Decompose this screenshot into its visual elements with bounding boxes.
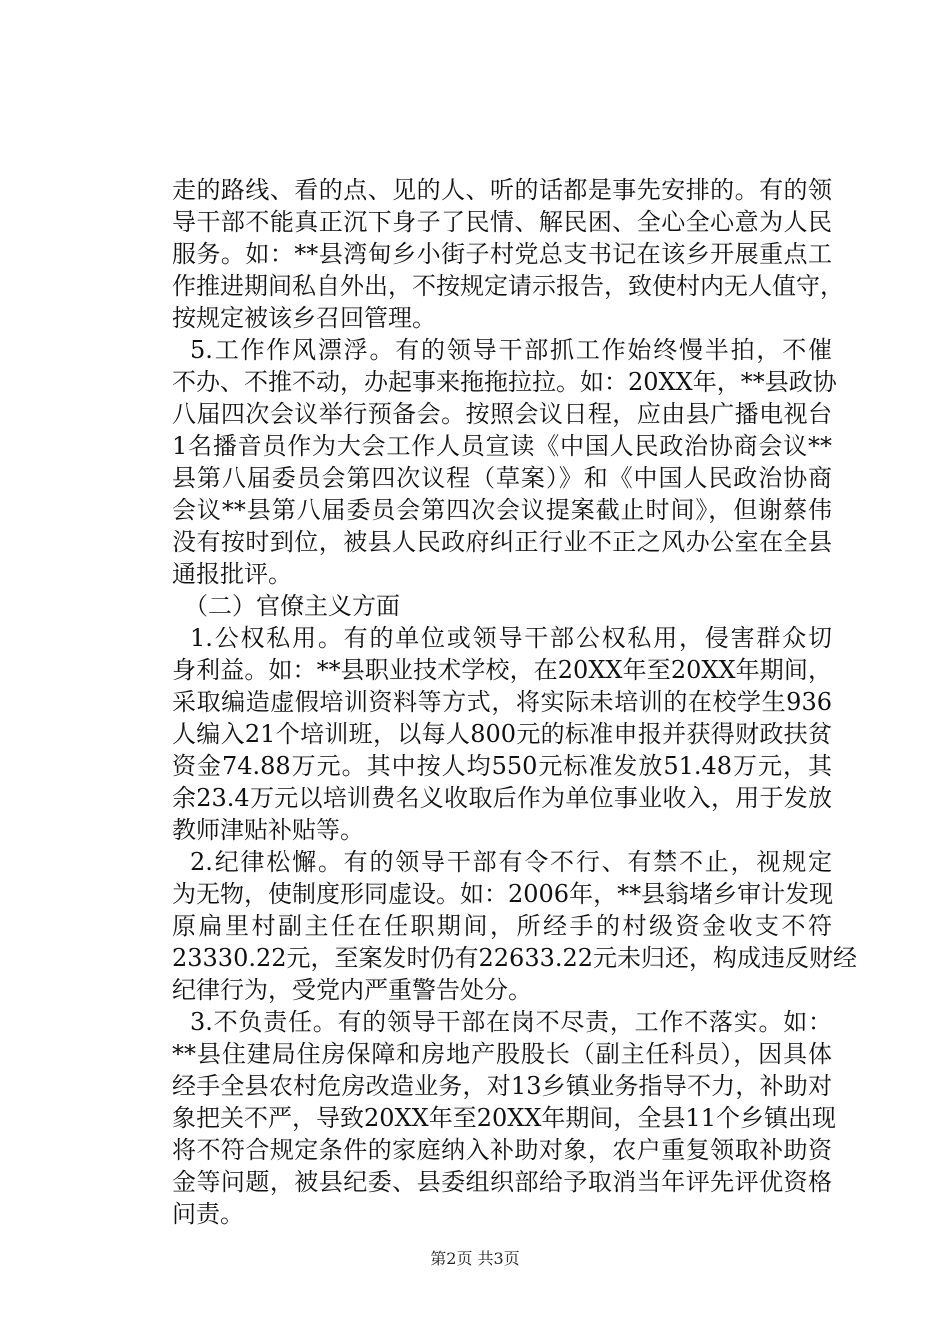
- text-line: 通报批评。: [172, 560, 292, 588]
- text-line: 不办、不推不动，办起事来拖拖拉拉。如：20XX年，**县政协: [172, 368, 837, 396]
- text-line: 为无物，使制度形同虚设。如：2006年，**县翁堵乡审计发现: [172, 880, 834, 908]
- text-line: 资金74.88万元。其中按人均550元标准发放51.48万元，其: [172, 752, 832, 780]
- text-line: 余23.4万元以培训费名义收取后作为单位事业收入，用于发放: [172, 784, 832, 812]
- text-line: 象把关不严，导致20XX年至20XX年期间，全县11个乡镇出现: [172, 1104, 836, 1132]
- text-line: 作推进期间私自外出，不按规定请示报告，致使村内无人值守，: [172, 272, 844, 300]
- text-line: 金等问题，被县纪委、县委组织部给予取消当年评先评优资格: [172, 1168, 832, 1196]
- text-line: 按规定被该乡召回管理。: [172, 304, 436, 332]
- section-heading: （二）官僚主义方面: [184, 592, 400, 620]
- text-line: 身利益。如：**县职业技术学校，在20XX年至20XX年期间，: [172, 656, 832, 684]
- text-line: 教师津贴补贴等。: [172, 816, 364, 844]
- text-line: 23330.22元，至案发时仍有22633.22元未归还，构成违反财经: [172, 944, 858, 972]
- text-line: 县第八届委员会第四次议程（草案）》和《中国人民政治协商: [172, 464, 832, 492]
- text-line: 会议**县第八届委员会第四次会议提案截止时间》，但谢蔡伟: [172, 496, 832, 524]
- text-line: 3.不负责任。有的领导干部在岗不尽责，工作不落实。如：: [190, 1008, 832, 1036]
- text-line: 采取编造虚假培训资料等方式，将实际未培训的在校学生936: [172, 688, 832, 716]
- text-line: 八届四次会议举行预备会。按照会议日程，应由县广播电视台: [172, 400, 832, 428]
- text-line: 服务。如：**县湾甸乡小街子村党总支书记在该乡开展重点工: [172, 240, 832, 268]
- text-line: 5.工作作风漂浮。有的领导干部抓工作始终慢半拍，不催: [190, 336, 832, 364]
- text-line: 2.纪律松懈。有的领导干部有令不行、有禁不止，视规定: [190, 848, 832, 876]
- page-footer: 第2页 共3页: [430, 1249, 520, 1268]
- text-line: 将不符合规定条件的家庭纳入补助对象，农户重复领取补助资: [172, 1136, 832, 1164]
- text-line: 没有按时到位，被县人民政府纠正行业不正之风办公室在全县: [172, 528, 832, 556]
- text-line: 导干部不能真正沉下身子了民情、解民困、全心全心意为人民: [172, 208, 832, 236]
- text-line: **县住建局住房保障和房地产股股长（副主任科员），因具体: [172, 1040, 832, 1068]
- text-line: 纪律行为，受党内严重警告处分。: [172, 976, 532, 1004]
- text-line: 1名播音员作为大会工作人员宣读《中国人民政治协商会议**: [172, 432, 832, 460]
- text-line: 原扁里村副主任在任职期间，所经手的村级资金收支不符: [172, 912, 832, 940]
- text-line: 人编入21个培训班，以每人800元的标准申报并获得财政扶贫: [172, 720, 832, 748]
- text-line: 经手全县农村危房改造业务，对13乡镇业务指导不力，补助对: [172, 1072, 832, 1100]
- document-body: [172, 174, 858, 1230]
- text-line: 1.公权私用。有的单位或领导干部公权私用，侵害群众切: [190, 624, 832, 652]
- text-line: 问责。: [172, 1200, 244, 1228]
- text-line: 走的路线、看的点、见的人、听的话都是事先安排的。有的领: [172, 176, 832, 204]
